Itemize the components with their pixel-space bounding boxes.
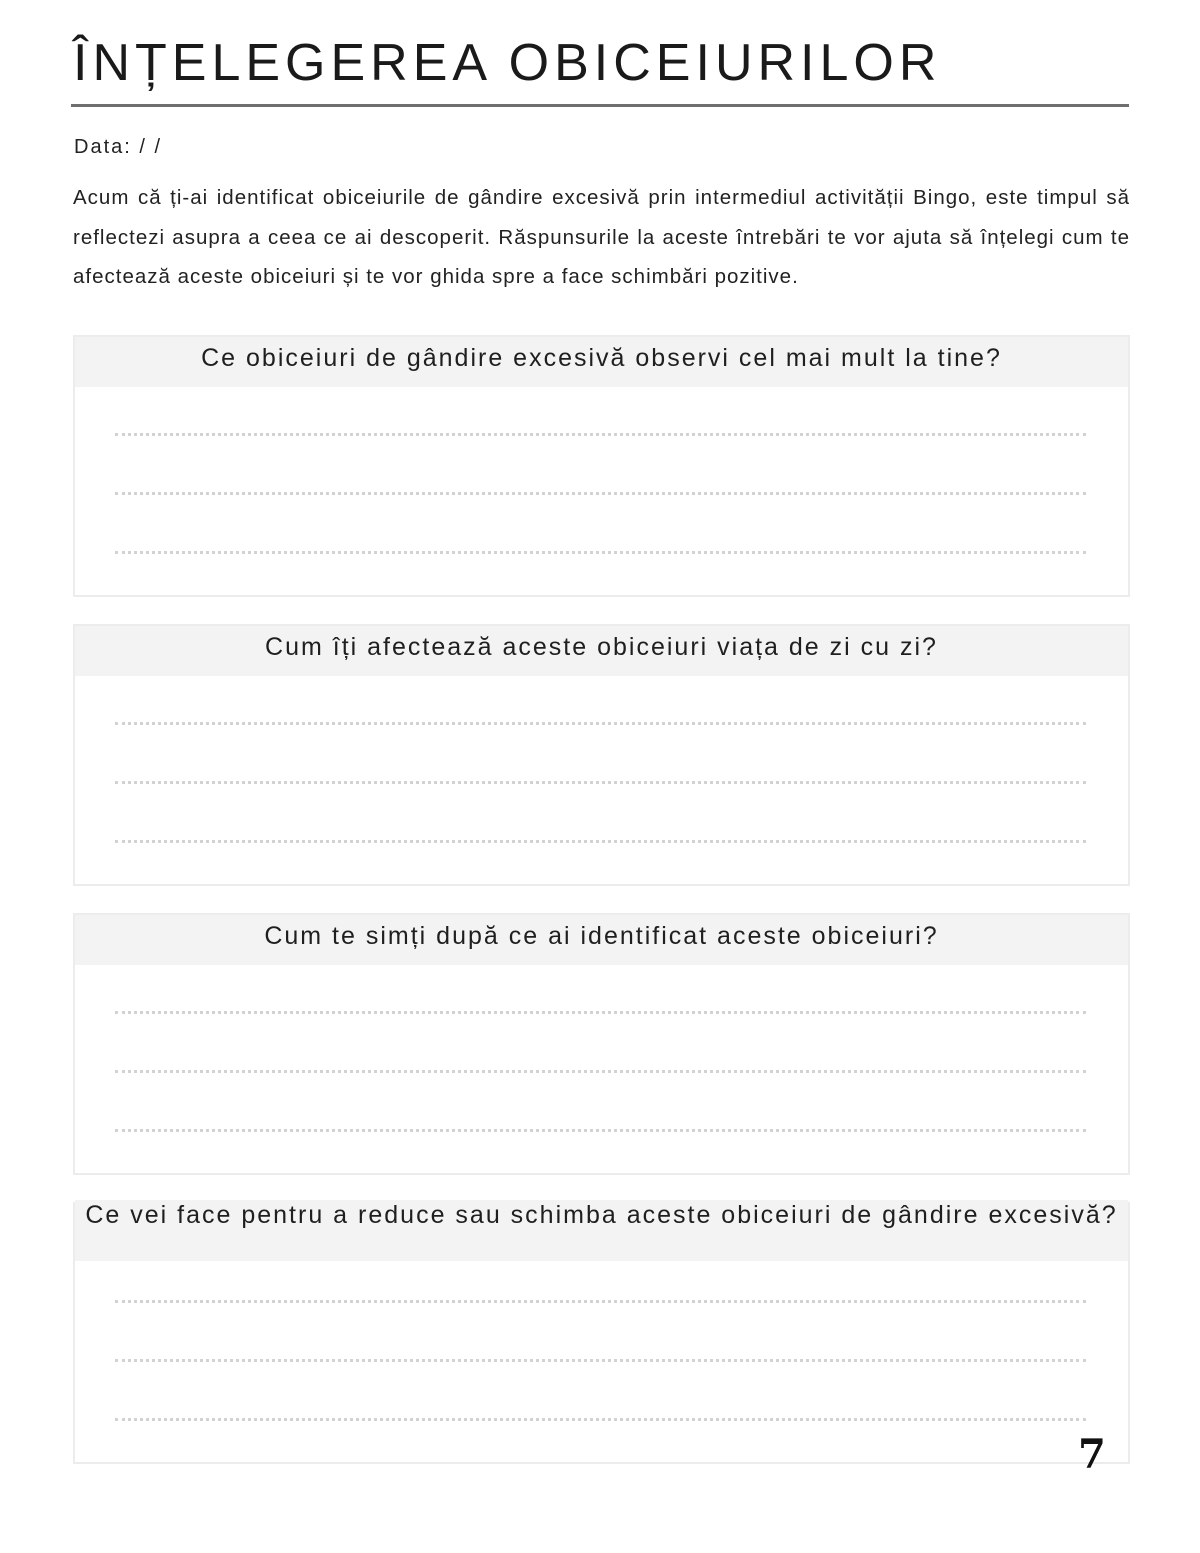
answer-line[interactable] (115, 781, 1086, 784)
question-header: Cum îți afectează aceste obiceiuri viața de zi cu zi? (75, 626, 1128, 676)
answer-line[interactable] (115, 1011, 1086, 1014)
question-header: Ce vei face pentru a reduce sau schimba aceste obiceiuri de gândire excesivă? (75, 1200, 1128, 1261)
answer-line[interactable] (115, 840, 1086, 843)
question-header: Ce obiceiuri de gândire excesivă observi cel mai mult la tine? (75, 337, 1128, 387)
answer-line[interactable] (115, 492, 1086, 495)
answer-line[interactable] (115, 1359, 1086, 1362)
question-card-1 (73, 335, 1130, 597)
intro-paragraph: Acum că ți-ai identificat obiceiurile de gândire excesivă prin intermediul activității Bingo, este timpul să reflectezi asupra a ceea ce ai descoperit. Răspunsurile la aceste întrebări te vor ajuta să înțelegi cum te afectează aceste obiceiuri și te vor ghida spre a face schimbări pozitive. (73, 186, 1130, 288)
page-number: 7 (1078, 1431, 1106, 1478)
answer-line[interactable] (115, 722, 1086, 725)
answer-line[interactable] (115, 433, 1086, 436)
answer-line[interactable] (115, 1129, 1086, 1132)
title-divider (71, 104, 1129, 107)
page-title: ÎNȚELEGEREA OBICEIURILOR (73, 34, 942, 92)
answer-line[interactable] (115, 551, 1086, 554)
answer-line[interactable] (115, 1418, 1086, 1421)
answer-line[interactable] (115, 1070, 1086, 1073)
date-field: Data: / / (74, 136, 163, 158)
answer-line[interactable] (115, 1300, 1086, 1303)
question-card-2 (73, 624, 1130, 886)
question-card-3 (73, 913, 1130, 1175)
question-card-4 (73, 1202, 1130, 1464)
question-header: Cum te simți după ce ai identificat aceste obiceiuri? (75, 915, 1128, 965)
